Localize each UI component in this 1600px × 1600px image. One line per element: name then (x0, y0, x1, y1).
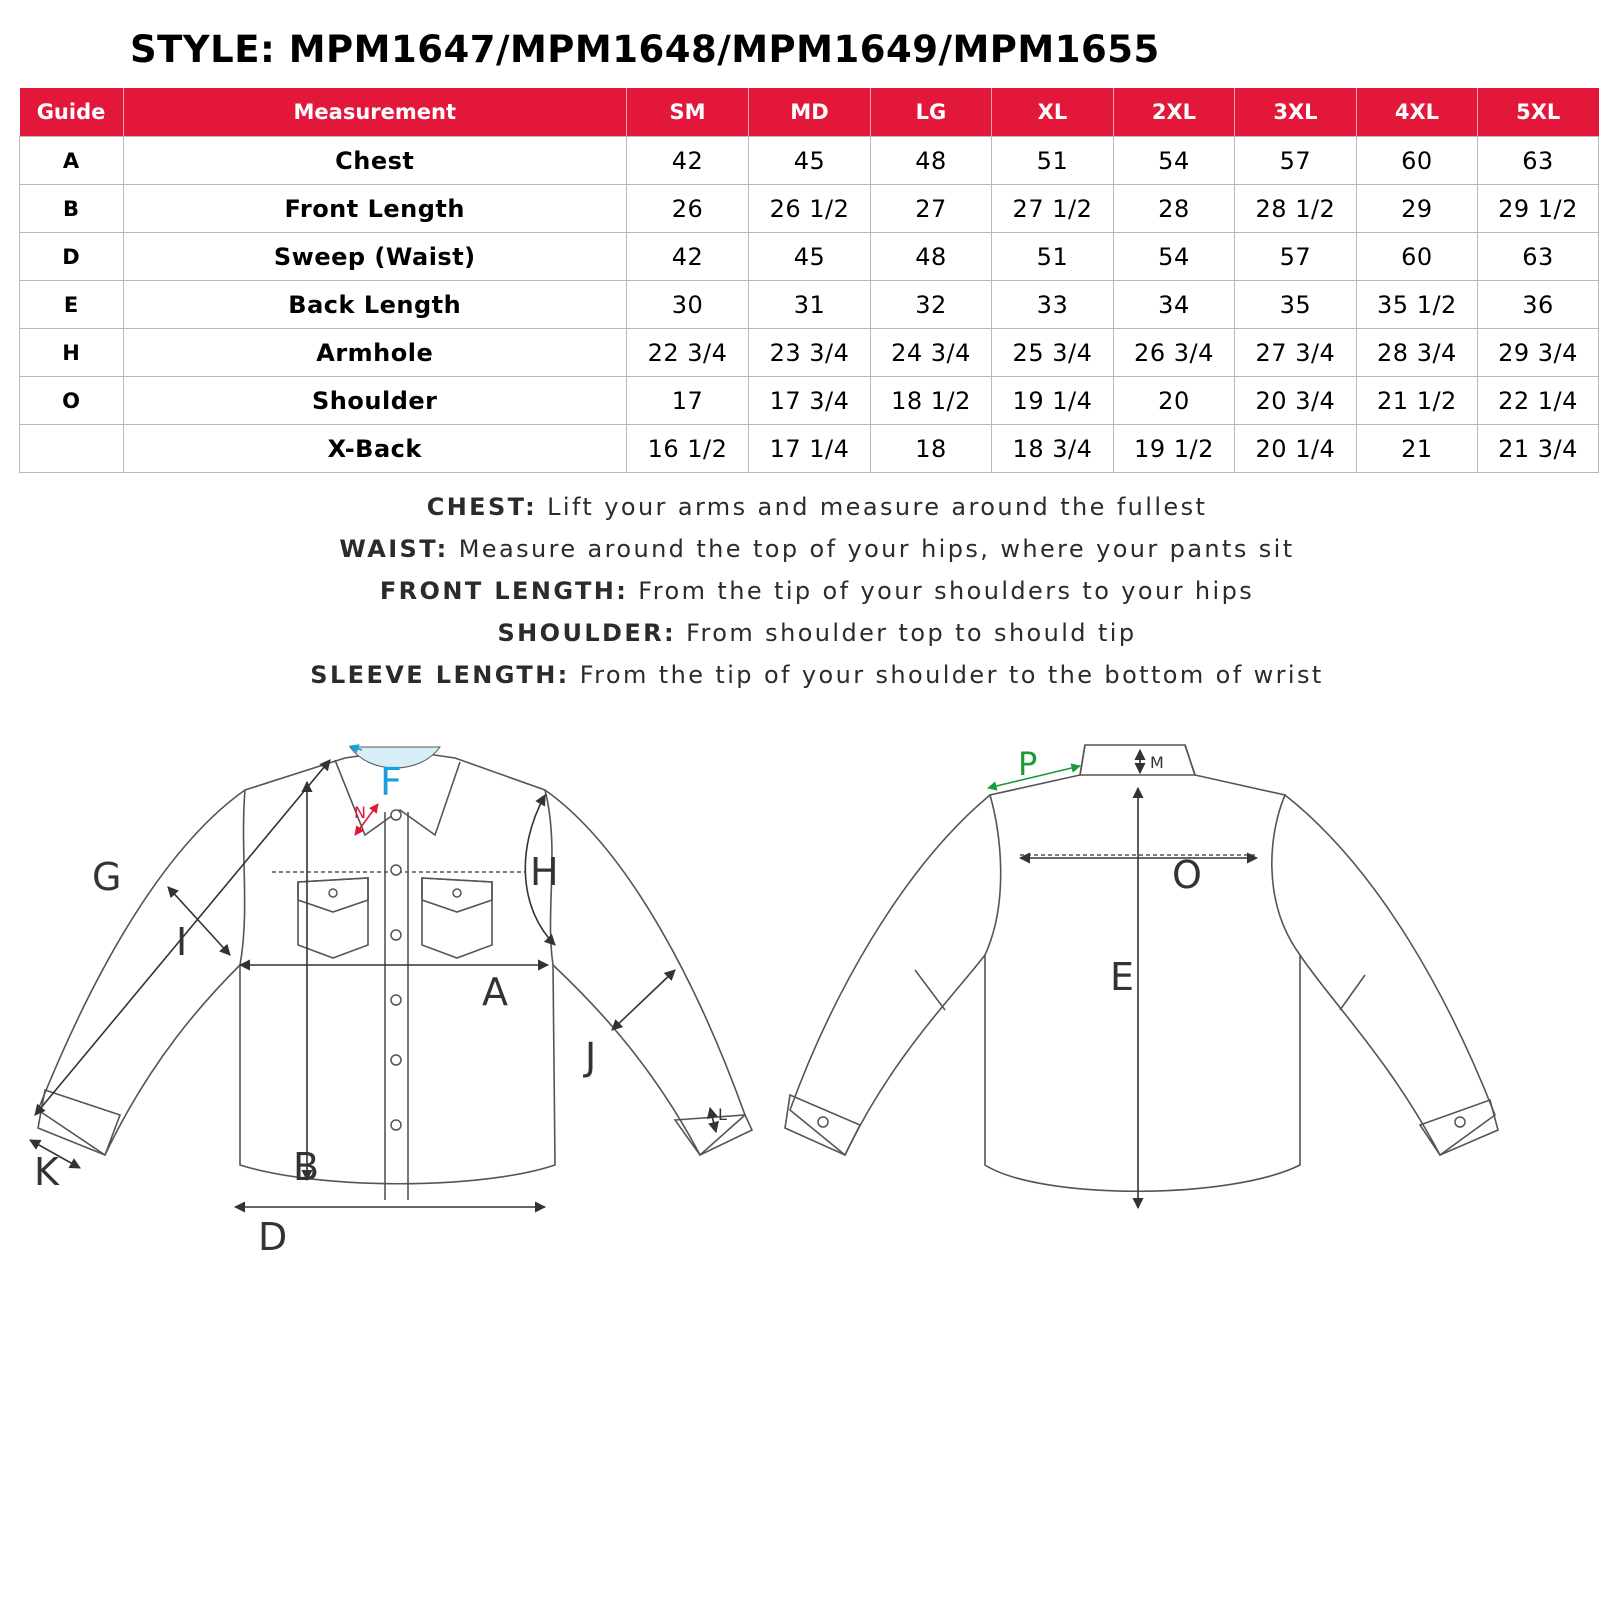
back-measure-arrows (1020, 750, 1257, 1208)
value-cell: 18 1/2 (870, 377, 991, 425)
value-cell: 18 (870, 425, 991, 473)
guide-cell (20, 425, 124, 473)
label-a: A (482, 970, 508, 1014)
note-text: From the tip of your shoulder to the bottom of wrist (569, 661, 1324, 689)
value-cell: 27 3/4 (1234, 329, 1356, 377)
label-i: I (176, 920, 188, 964)
table-body (20, 137, 1599, 473)
table-header-row (20, 88, 1599, 137)
table-row (20, 281, 1599, 329)
note-line (0, 620, 1600, 662)
value-cell: 20 1/4 (1234, 425, 1356, 473)
value-cell: 35 (1234, 281, 1356, 329)
note-text: Lift your arms and measure around the fullest (537, 493, 1208, 521)
note-text: Measure around the top of your hips, where your pants sit (448, 535, 1295, 563)
value-cell: 29 3/4 (1477, 329, 1598, 377)
value-cell: 17 3/4 (748, 377, 870, 425)
value-cell: 26 1/2 (748, 185, 870, 233)
header-2xl: 2XL (1113, 88, 1234, 137)
label-d: D (258, 1215, 288, 1259)
value-cell: 45 (748, 233, 870, 281)
value-cell: 34 (1113, 281, 1234, 329)
value-cell: 54 (1113, 233, 1234, 281)
note-line (0, 578, 1600, 620)
value-cell: 22 1/4 (1477, 377, 1598, 425)
guide-cell: A (20, 137, 124, 185)
value-cell: 63 (1477, 233, 1598, 281)
value-cell: 54 (1113, 137, 1234, 185)
table-row (20, 233, 1599, 281)
value-cell: 57 (1234, 137, 1356, 185)
value-cell: 17 (626, 377, 748, 425)
front-buttons (329, 810, 461, 1130)
header-md: MD (748, 88, 870, 137)
value-cell: 21 3/4 (1477, 425, 1598, 473)
table-row (20, 185, 1599, 233)
header-measurement: Measurement (123, 88, 626, 137)
note-text: From the tip of your shoulders to your hips (628, 577, 1255, 605)
measurement-cell: Back Length (123, 281, 626, 329)
value-cell: 26 3/4 (1113, 329, 1234, 377)
header-3xl: 3XL (1234, 88, 1356, 137)
table-row (20, 425, 1599, 473)
guide-cell: H (20, 329, 124, 377)
value-cell: 25 3/4 (991, 329, 1113, 377)
value-cell: 28 3/4 (1356, 329, 1477, 377)
value-cell: 19 1/2 (1113, 425, 1234, 473)
measurement-cell: Sweep (Waist) (123, 233, 626, 281)
label-f: F (380, 760, 402, 804)
guide-cell: E (20, 281, 124, 329)
header-lg: LG (870, 88, 991, 137)
value-cell: 20 (1113, 377, 1234, 425)
value-cell: 22 3/4 (626, 329, 748, 377)
value-cell: 27 (870, 185, 991, 233)
header-sm: SM (626, 88, 748, 137)
note-label: WAIST: (339, 535, 449, 563)
value-cell: 48 (870, 233, 991, 281)
note-text: From shoulder top to should tip (676, 619, 1137, 647)
header-guide: Guide (20, 88, 124, 137)
label-e: E (1110, 955, 1135, 999)
value-cell: 60 (1356, 233, 1477, 281)
value-cell: 16 1/2 (626, 425, 748, 473)
value-cell: 30 (626, 281, 748, 329)
value-cell: 23 3/4 (748, 329, 870, 377)
value-cell: 57 (1234, 233, 1356, 281)
value-cell: 63 (1477, 137, 1598, 185)
label-g: G (92, 855, 122, 899)
value-cell: 29 1/2 (1477, 185, 1598, 233)
measurement-cell: X-Back (123, 425, 626, 473)
label-l: L (718, 1105, 727, 1124)
value-cell: 33 (991, 281, 1113, 329)
page-title: STYLE: MPM1647/MPM1648/MPM1649/MPM1655 (130, 28, 1160, 71)
label-b: B (293, 1145, 320, 1189)
note-label: CHEST: (426, 493, 538, 521)
value-cell: 17 1/4 (748, 425, 870, 473)
measurement-cell: Armhole (123, 329, 626, 377)
shirt-diagram (0, 700, 1600, 1300)
note-line (0, 662, 1600, 704)
note-label: SHOULDER: (497, 619, 677, 647)
value-cell: 45 (748, 137, 870, 185)
measurement-notes (0, 494, 1600, 704)
header-4xl: 4XL (1356, 88, 1477, 137)
size-chart-table (19, 88, 1599, 473)
guide-cell: O (20, 377, 124, 425)
value-cell: 32 (870, 281, 991, 329)
value-cell: 60 (1356, 137, 1477, 185)
guide-cell: D (20, 233, 124, 281)
value-cell: 28 1/2 (1234, 185, 1356, 233)
back-cuff-buttons (818, 1117, 1465, 1127)
value-cell: 19 1/4 (991, 377, 1113, 425)
measurement-cell: Front Length (123, 185, 626, 233)
value-cell: 26 (626, 185, 748, 233)
value-cell: 29 (1356, 185, 1477, 233)
note-label: SLEEVE LENGTH: (310, 661, 570, 689)
front-measure-arrows (30, 760, 716, 1207)
label-o: O (1172, 853, 1202, 897)
label-k: K (34, 1150, 59, 1194)
value-cell: 21 1/2 (1356, 377, 1477, 425)
guide-cell: B (20, 185, 124, 233)
note-line (0, 494, 1600, 536)
value-cell: 48 (870, 137, 991, 185)
table-row (20, 137, 1599, 185)
note-label: FRONT LENGTH: (379, 577, 629, 605)
table-row (20, 377, 1599, 425)
table-row (20, 329, 1599, 377)
header-xl: XL (991, 88, 1113, 137)
label-p: P (1018, 745, 1038, 783)
value-cell: 51 (991, 137, 1113, 185)
value-cell: 20 3/4 (1234, 377, 1356, 425)
label-h: H (530, 850, 559, 894)
value-cell: 24 3/4 (870, 329, 991, 377)
value-cell: 28 (1113, 185, 1234, 233)
value-cell: 42 (626, 137, 748, 185)
value-cell: 27 1/2 (991, 185, 1113, 233)
value-cell: 31 (748, 281, 870, 329)
label-j: J (585, 1035, 597, 1079)
back-shirt-outline (785, 745, 1498, 1191)
value-cell: 18 3/4 (991, 425, 1113, 473)
value-cell: 35 1/2 (1356, 281, 1477, 329)
label-n: N (354, 803, 366, 822)
note-line (0, 536, 1600, 578)
value-cell: 36 (1477, 281, 1598, 329)
measurement-cell: Chest (123, 137, 626, 185)
value-cell: 21 (1356, 425, 1477, 473)
value-cell: 51 (991, 233, 1113, 281)
value-cell: 42 (626, 233, 748, 281)
measurement-cell: Shoulder (123, 377, 626, 425)
header-5xl: 5XL (1477, 88, 1598, 137)
label-m: M (1150, 753, 1164, 772)
